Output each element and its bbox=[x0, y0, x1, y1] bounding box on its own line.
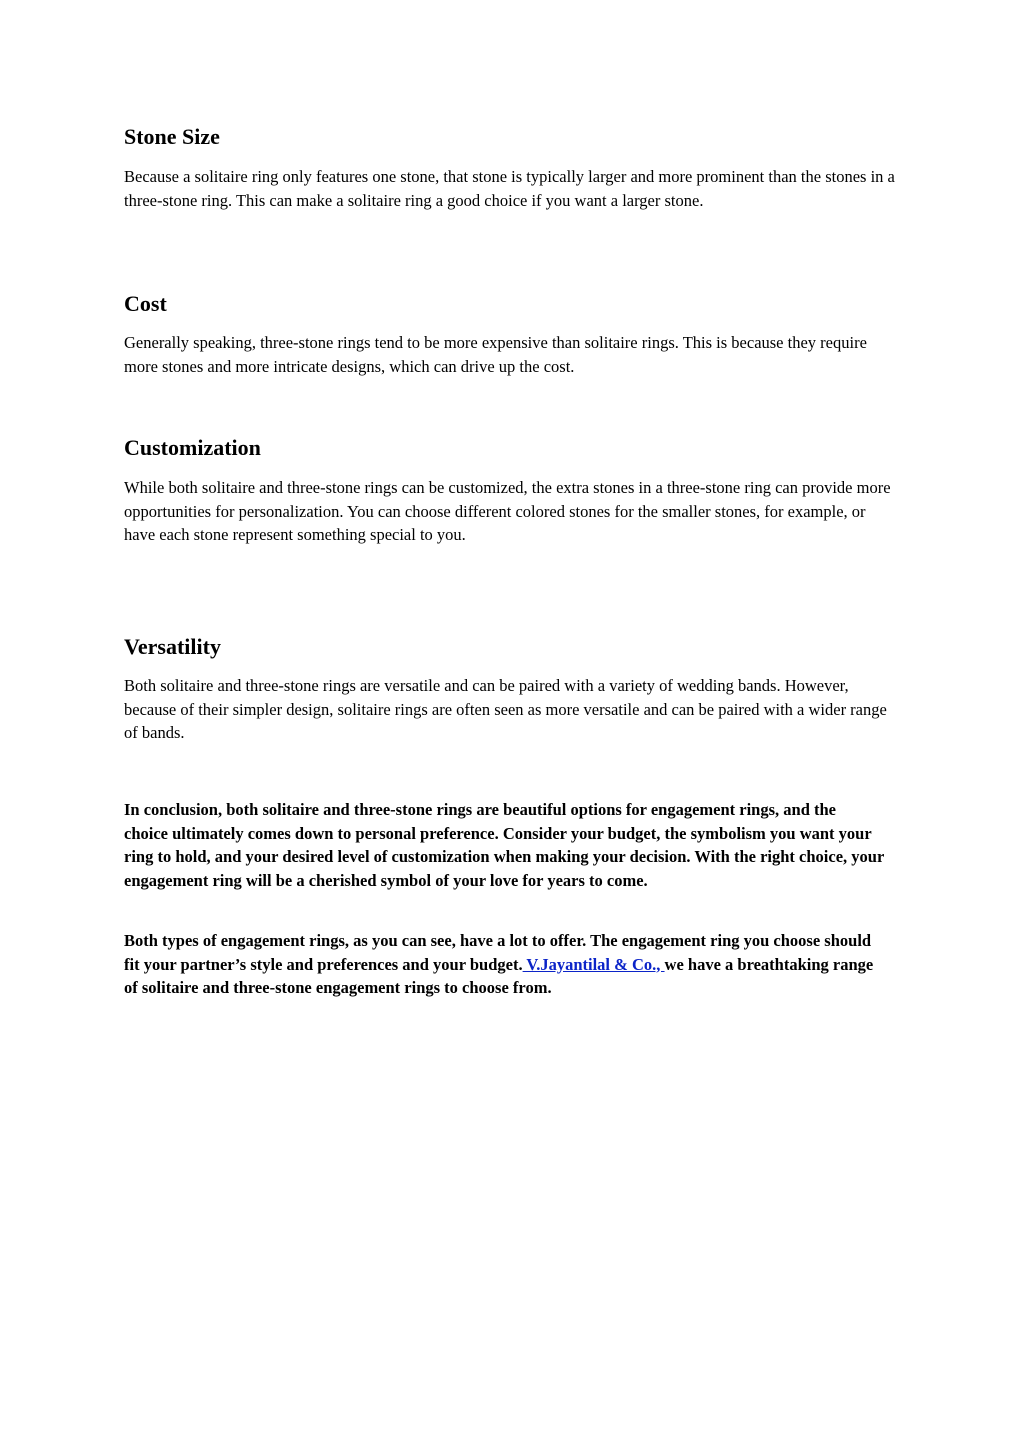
closing-text-end: we have a breathtaking range of solitaire and three-stone engagement rings to choose from. bbox=[124, 954, 874, 997]
section-title-versatility: Versatility bbox=[124, 634, 221, 659]
closing-text-start: Both types of engagement rings, as you can see, have a lot to offer. The engagement ring you choose should fit your partner’s style and preferences and your budget. bbox=[124, 931, 872, 974]
closing-paragraph bbox=[124, 929, 884, 1000]
section-body-versatility: Both solitaire and three-stone rings are versatile and can be paired with a variety of wedding bands. However, because of their simpler design, solitaire rings are often seen as more versatile and can be paired with a wider range of bands. bbox=[124, 676, 887, 742]
section-body-customization: While both solitaire and three-stone rings can be customized, the extra stones in a three-stone ring can provide more opportunities for personalization. You can choose different colored stones for the smaller stones, for example, or have each stone represent something special to you. bbox=[124, 478, 891, 544]
company-link[interactable]: V.Jayantilal & Co., bbox=[522, 954, 665, 974]
section-title-stone-size: Stone Size bbox=[124, 124, 220, 149]
section-title-cost: Cost bbox=[124, 291, 167, 316]
section-body-cost: Generally speaking, three-stone rings tend to be more expensive than solitaire rings. This is because they require more stones and more intricate designs, which can drive up the cost. bbox=[124, 333, 867, 376]
conclusion-paragraph: In conclusion, both solitaire and three-stone rings are beautiful options for engagement rings, and the choice ultimately comes down to personal preference. Consider your budget, the symbolism you want your ring to hold, and your desired level of customization when making your decision. With the right choice, your engagement ring will be a cherished symbol of your love for years to come. bbox=[124, 800, 884, 890]
section-body-stone-size: Because a solitaire ring only features one stone, that stone is typically larger and more prominent than the stones in a three-stone ring. This can make a solitaire ring a good choice if you want a larger stone. bbox=[124, 167, 895, 210]
section-title-customization: Customization bbox=[124, 435, 261, 460]
